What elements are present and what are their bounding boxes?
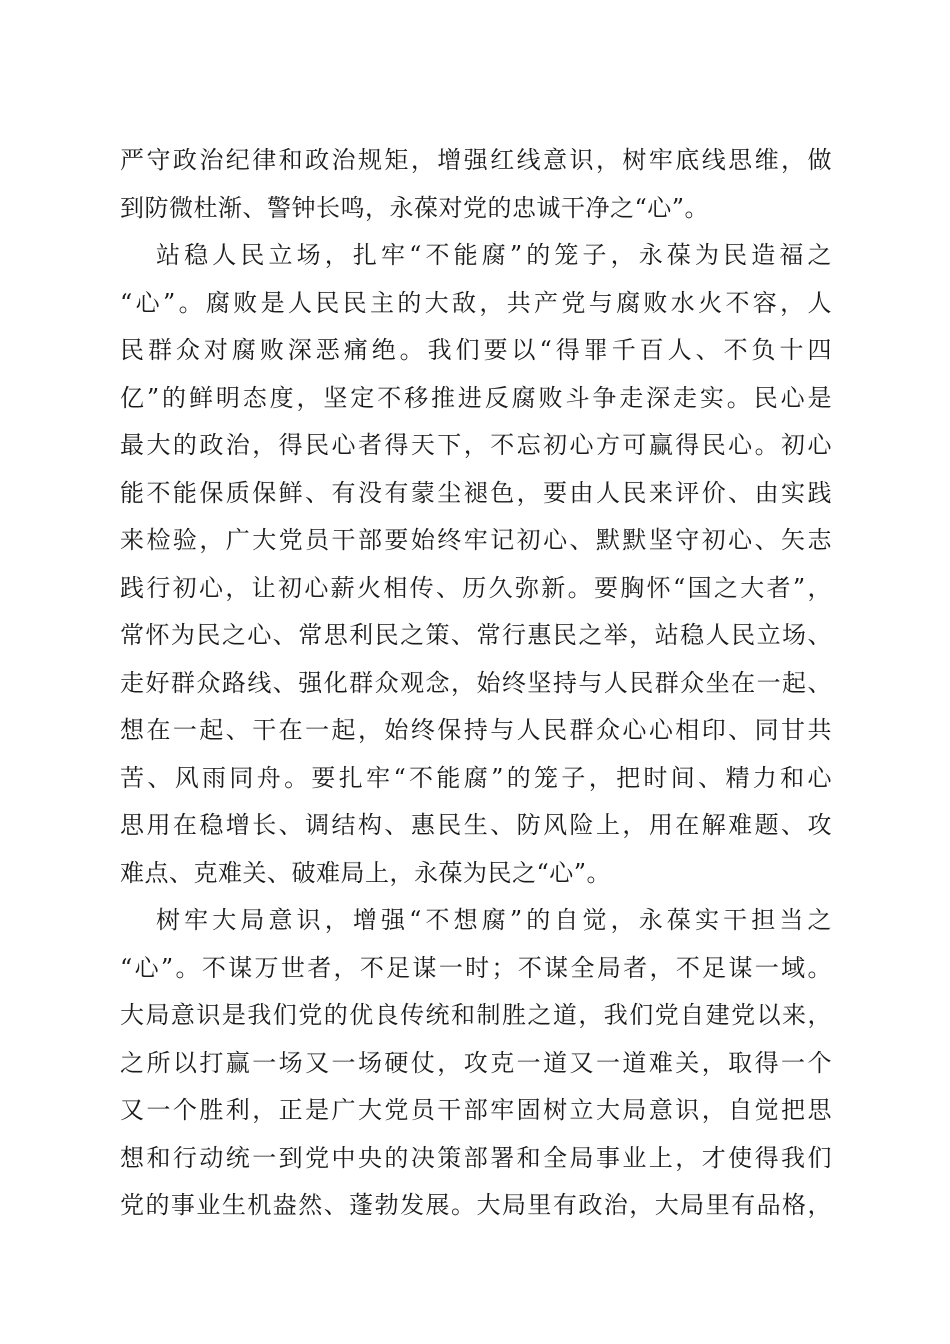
text-line: 站稳人民立场，扎牢“不能腐”的笼子，永葆为民造福之: [156, 241, 832, 269]
text-line: 能不能保质保鲜、有没有蒙尘褪色，要由人民来评价、由实践: [120, 478, 832, 507]
text-line: 又一个胜利，正是广大党员干部牢固树立大局意识，自觉把思: [120, 1096, 832, 1124]
text-line: 思用在稳增长、调结构、惠民生、防风险上，用在解难题、攻: [120, 811, 832, 839]
text-line: 之所以打赢一场又一场硬仗，攻克一道又一道难关，取得一个: [120, 1048, 832, 1077]
text-line: 最大的政治，得民心者得天下，不忘初心方可赢得民心。初心: [120, 431, 832, 459]
text-line: 严守政治纪律和政治规矩，增强红线意识，树牢底线思维，做: [120, 146, 832, 174]
text-line: 民群众对腐败深恶痛绝。我们要以“得罪千百人、不负十四: [120, 336, 832, 364]
text-line: 亿”的鲜明态度，坚定不移推进反腐败斗争走深走实。民心是: [120, 383, 832, 412]
text-line: 树牢大局意识，增强“不想腐”的自觉，永葆实干担当之: [156, 906, 832, 934]
text-line: 大局意识是我们党的优良传统和制胜之道，我们党自建党以来，: [120, 1001, 832, 1029]
text-line: 到防微杜渐、警钟长鸣，永葆对党的忠诚干净之“心”。: [120, 193, 710, 222]
text-line: 来检验，广大党员干部要始终牢记初心、默默坚守初心、矢志: [120, 526, 832, 554]
text-line: “心”。不谋万世者，不足谋一时；不谋全局者，不足谋一域。: [120, 953, 832, 982]
document-body: [120, 137, 832, 1230]
text-line: 走好群众路线、强化群众观念，始终坚持与人民群众坐在一起、: [120, 668, 832, 697]
text-line: 党的事业生机盎然、蓬勃发展。大局里有政治，大局里有品格，: [120, 1191, 832, 1219]
text-line: 常怀为民之心、常思利民之策、常行惠民之举，站稳人民立场、: [120, 621, 832, 649]
text-line: 想和行动统一到党中央的决策部署和全局事业上，才使得我们: [120, 1143, 832, 1172]
text-line: “心”。腐败是人民民主的大敌，共产党与腐败水火不容，人: [120, 288, 832, 317]
text-line: 苦、风雨同舟。要扎牢“不能腐”的笼子，把时间、精力和心: [120, 763, 832, 792]
text-line: 践行初心，让初心薪火相传、历久弥新。要胸怀“国之大者”，: [120, 573, 832, 602]
text-line: 难点、克难关、破难局上，永葆为民之“心”。: [120, 858, 612, 887]
text-line: 想在一起、干在一起，始终保持与人民群众心心相印、同甘共: [120, 716, 832, 744]
